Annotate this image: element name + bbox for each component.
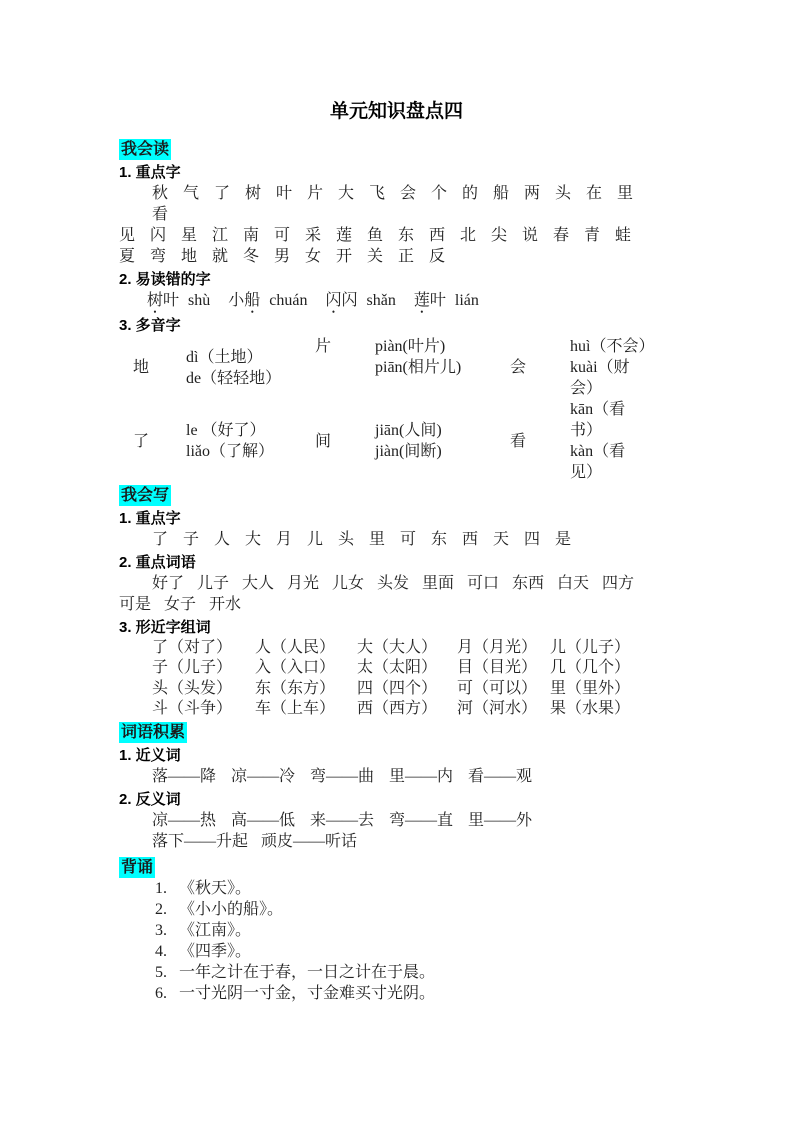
polyphonic-readings — [186, 347, 281, 389]
recite-item — [119, 920, 648, 941]
polyphonic-group — [315, 399, 510, 483]
polyphonic-group — [133, 399, 315, 483]
recite-item — [119, 962, 648, 983]
recite-item-text: 《四季》。 — [179, 942, 252, 960]
misread-item — [228, 290, 307, 311]
polyphonic-char: 间 — [315, 432, 332, 450]
similar-cell: 西（西方） — [357, 700, 438, 718]
recite-item — [119, 983, 648, 1004]
misread-word: 小船 — [228, 292, 261, 309]
reading: jiàn(间断) — [375, 443, 442, 460]
similar-cell: 河（河水） — [457, 700, 538, 718]
similar-cell: 车（上车） — [255, 700, 336, 718]
similar-cell: 可（可以） — [457, 679, 538, 697]
misread-item — [414, 290, 479, 311]
misread-word: 树叶 — [147, 292, 180, 309]
read-keychars-line-2: 见 闪 星 江 南 可 采 莲 鱼 东 西 北 尖 说 春 青 蛙 — [119, 227, 632, 244]
similar-cell: 几（几个） — [550, 659, 631, 677]
write-keywords-line-2: 可是 女子 开水 — [119, 596, 242, 613]
reading: piàn(叶片) — [375, 338, 446, 355]
polyphonic-group — [133, 336, 315, 399]
misread-pinyin: chuán — [269, 292, 308, 309]
section-heading-recite: 背诵 — [121, 858, 154, 876]
polyphonic-readings — [186, 420, 274, 462]
write-similar-label: 3. 形近字组词 — [119, 619, 211, 636]
recite-item-text: 《小小的船》。 — [179, 900, 284, 918]
section-heading-accumulate: 词语积累 — [121, 723, 186, 741]
similar-cell: 儿（儿子） — [550, 639, 631, 656]
document-title: 单元知识盘点四 — [329, 101, 463, 122]
polyphonic-readings — [570, 399, 648, 483]
reading: le （好了） — [186, 422, 266, 439]
section-heading-read: 我会读 — [121, 141, 170, 158]
recite-item — [119, 878, 648, 899]
misread-pinyin: shǎn — [366, 292, 396, 309]
recite-item-number: 2. — [155, 900, 167, 918]
polyphonic-readings — [570, 336, 655, 399]
similar-cell: 人（人民） — [255, 639, 336, 656]
polyphonic-group — [315, 336, 510, 399]
polyphonic-char: 了 — [133, 432, 150, 450]
reading: piān(相片儿) — [375, 359, 462, 376]
antonyms-line-1: 凉——热 高——低 来——去 弯——直 里——外 — [152, 811, 533, 829]
read-keychars-line-3: 夏 弯 地 就 冬 男 女 开 关 正 反 — [119, 248, 446, 265]
similar-cell: 东（东方） — [255, 679, 336, 697]
reading: jiān(人间) — [375, 422, 442, 439]
recite-item-text: 《秋天》。 — [179, 879, 252, 897]
recite-item-text: 一年之计在于春，一日之计在于晨。 — [179, 963, 436, 981]
similar-cell: 入（入口） — [255, 659, 336, 677]
polyphonic-group — [510, 399, 648, 483]
read-keychars-label: 1. 重点字 — [119, 164, 181, 181]
recite-item-number: 6. — [155, 984, 167, 1002]
recite-item-number: 5. — [155, 963, 167, 981]
recite-item-number: 3. — [155, 921, 167, 939]
recite-item — [119, 899, 648, 920]
polyphonic-group — [510, 336, 655, 399]
similar-cell: 斗（斗争） — [152, 700, 233, 718]
dotted-char: 闪 — [325, 292, 342, 309]
misread-word: 莲叶 — [413, 292, 446, 309]
similar-cell: 了（对了） — [152, 639, 233, 656]
write-keychars-line: 了 子 人 大 月 儿 头 里 可 东 西 天 四 是 — [152, 531, 572, 548]
misread-pinyin: lián — [454, 292, 479, 309]
recite-item-text: 一寸光阴一寸金，寸金难买寸光阴。 — [179, 984, 436, 1002]
misread-word: 闪闪 — [325, 292, 358, 309]
section-accumulate — [119, 722, 648, 743]
recite-item — [119, 941, 648, 962]
misread-item — [326, 290, 396, 311]
reading: huì（不会） — [570, 338, 655, 355]
similar-cell: 头（头发） — [152, 679, 233, 697]
dotted-char: 船 — [244, 292, 261, 309]
polyphonic-char: 会 — [510, 359, 527, 376]
recite-item-number: 1. — [155, 879, 167, 897]
write-keychars-label: 1. 重点字 — [119, 510, 181, 527]
misread-word-list — [119, 290, 648, 311]
synonyms-label: 1. 近义词 — [119, 746, 181, 764]
recite-item-text: 《江南》。 — [179, 921, 252, 939]
polyphonic-readings — [375, 336, 461, 378]
read-polyphonic-label: 3. 多音字 — [119, 317, 181, 334]
misread-item — [147, 290, 210, 311]
polyphonic-char: 片 — [315, 338, 332, 355]
dotted-char: 树 — [147, 292, 164, 309]
antonyms-line-2: 落下——升起 顽皮——听话 — [152, 832, 358, 850]
antonyms-label: 2. 反义词 — [119, 790, 181, 808]
polyphonic-readings — [375, 420, 442, 462]
section-write — [119, 485, 648, 506]
section-read — [119, 139, 648, 160]
similar-cell: 太（太阳） — [357, 659, 438, 677]
reading: kān（看书） — [570, 401, 626, 439]
section-recite — [119, 857, 648, 878]
misread-pinyin: shù — [188, 292, 211, 309]
read-keychars-line-1: 秋 气 了 树 叶 片 大 飞 会 个 的 船 两 头 在 里 看 — [152, 185, 634, 223]
section-heading-write: 我会写 — [121, 487, 170, 504]
polyphonic-char: 地 — [133, 359, 150, 376]
similar-cell: 子（儿子） — [152, 659, 233, 677]
dotted-char: 莲 — [413, 292, 430, 309]
recite-item-number: 4. — [155, 942, 167, 960]
synonyms-line: 落——降 凉——冷 弯——曲 里——内 看——观 — [152, 767, 533, 785]
reading: de（轻轻地） — [186, 369, 282, 387]
reading: liǎo（了解） — [186, 443, 274, 460]
similar-chars-grid — [119, 638, 648, 720]
write-keywords-label: 2. 重点词语 — [119, 554, 196, 571]
similar-cell: 月（月光） — [457, 639, 538, 656]
reading: dì（土地） — [186, 348, 263, 366]
write-keywords-line-1: 好了 儿子 大人 月光 儿女 头发 里面 可口 东西 白天 四方 — [152, 575, 635, 592]
reading: kàn（看见） — [570, 443, 626, 481]
similar-cell: 果（水果） — [550, 700, 631, 718]
reading: kuài（财会） — [570, 359, 630, 397]
similar-cell: 里（里外） — [550, 679, 631, 697]
similar-cell: 大（大人） — [357, 639, 438, 656]
similar-cell: 四（四个） — [357, 679, 438, 697]
polyphonic-char: 看 — [510, 432, 527, 450]
polyphonic-table — [119, 336, 655, 483]
similar-cell: 目（目光） — [457, 659, 538, 677]
read-misread-label: 2. 易读错的字 — [119, 271, 211, 288]
